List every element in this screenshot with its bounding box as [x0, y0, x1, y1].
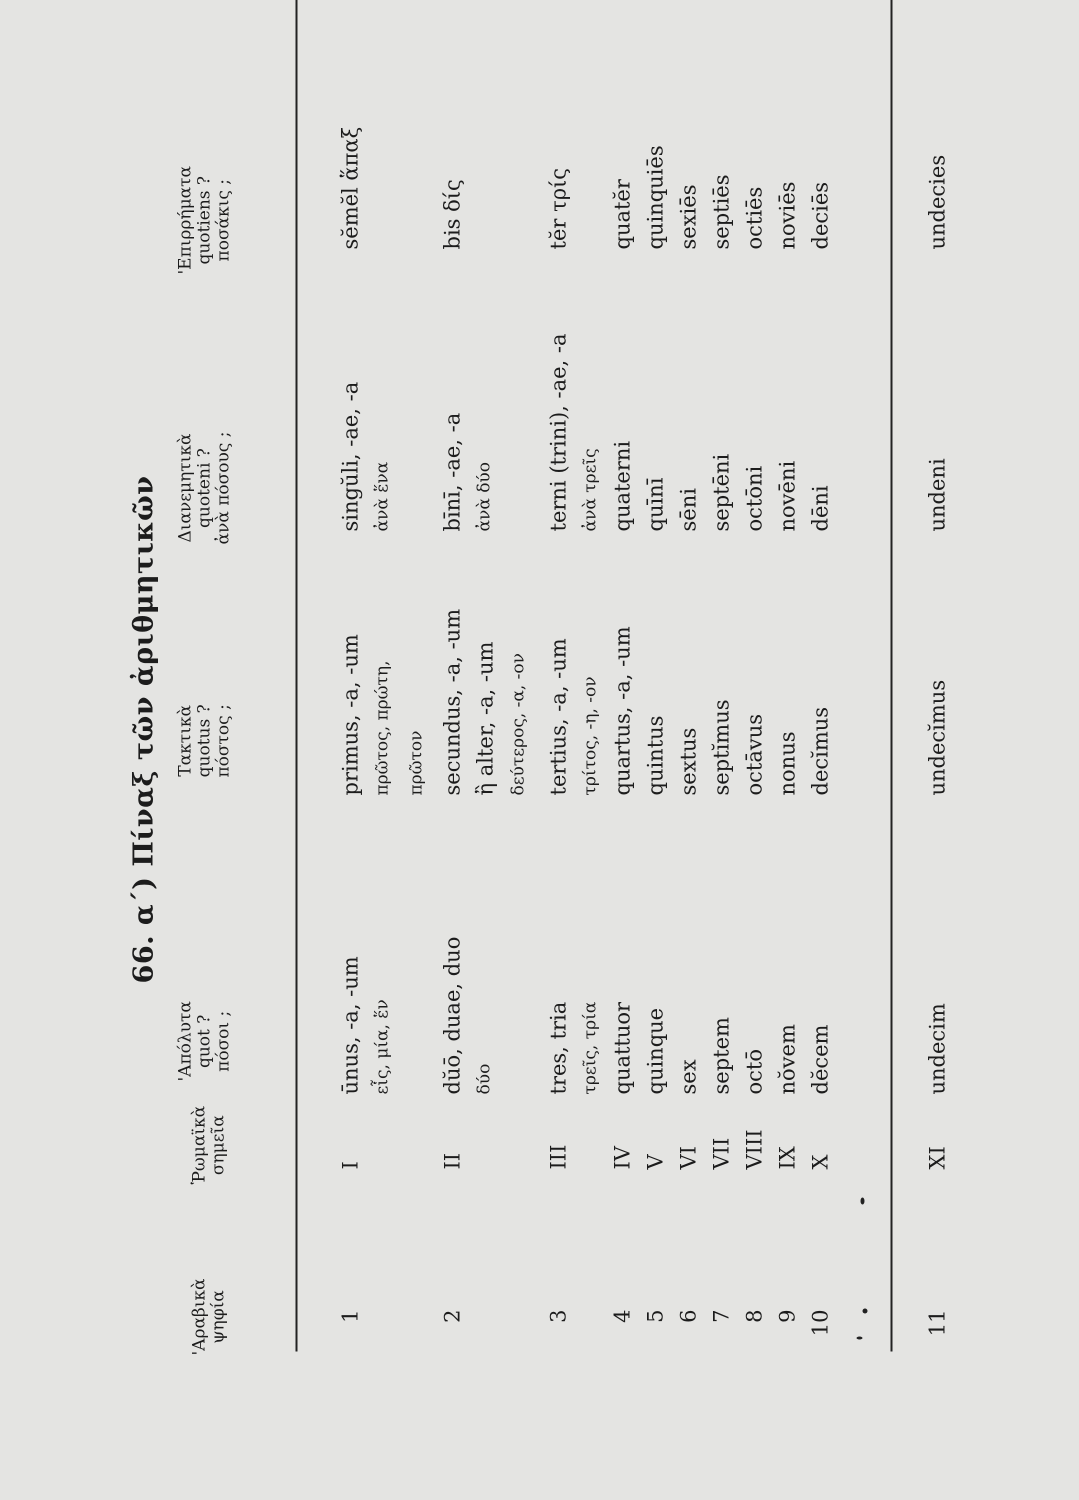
cell-ordinal: octāvus: [742, 713, 767, 796]
header-line: Διανεμητικὰ: [175, 433, 196, 543]
page-title: 66. α΄) Πίναξ τῶν ἀριθμητικῶν: [128, 475, 160, 984]
cell-ordinal: undecĭmus: [925, 679, 950, 796]
cell-cardinal: sex: [676, 1059, 701, 1095]
cell-roman: V: [643, 1154, 668, 1170]
cell-roman: VIII: [742, 1129, 767, 1170]
cell-ordinal: tertius, -a, -um: [546, 638, 571, 796]
header-line: 'Επιρρήματα: [175, 165, 196, 275]
header-line: 'Απόλυτα: [175, 1001, 196, 1082]
cell-ordinal: decĭmus: [808, 706, 833, 796]
cell-adverb: octiēs: [742, 186, 767, 250]
cell-ordinal: sextus: [676, 727, 701, 796]
header-line: quoteni ?: [194, 448, 215, 528]
cell-arabic: 8: [742, 1309, 767, 1323]
cell-arabic: 4: [610, 1309, 635, 1323]
cell-ordinal: quartus, -a, -um: [610, 626, 635, 796]
ink-speck: [863, 1309, 868, 1314]
cell-cardinal-greek: εἷς, μία, ἕν: [372, 999, 393, 1095]
cell-cardinal: tres, tria: [546, 1001, 571, 1095]
cell-ordinal-greek-2: πρῶτον: [406, 730, 427, 796]
cell-cardinal: quinque: [643, 1007, 668, 1095]
cell-roman: IX: [775, 1146, 800, 1170]
cell-arabic: 9: [775, 1309, 800, 1323]
cell-ordinal: septĭmus: [709, 699, 734, 796]
cell-ordinal: secundus, -a, -um: [440, 608, 465, 796]
cell-adverb: bis δίς: [440, 179, 465, 250]
cell-cardinal: dŭō, duae, duo: [440, 936, 465, 1095]
cell-arabic: 2: [440, 1309, 465, 1323]
cell-adverb: sexiēs: [676, 184, 701, 250]
header-ordinal: [177, 704, 234, 777]
cell-adverb: sĕmĕl ἅπαξ: [338, 126, 363, 250]
cell-ordinal-greek: τρίτος, -η, -ον: [580, 676, 601, 796]
cell-roman: VII: [709, 1137, 734, 1170]
header-line: πόσοι ;: [213, 1010, 234, 1072]
cell-roman: XI: [925, 1146, 950, 1170]
cell-cardinal: ūnus, -a, -um: [338, 956, 363, 1095]
cell-distributive: singŭli, -ae, -a: [338, 381, 363, 532]
cell-adverb: noviēs: [775, 181, 800, 250]
cell-cardinal: septem: [709, 1017, 734, 1095]
cell-distributive-greek: ἀνὰ ἕνα: [372, 461, 393, 532]
cell-cardinal: nŏvem: [775, 1024, 800, 1095]
header-line: ψηφία: [208, 1290, 229, 1344]
cell-ordinal-greek: πρῶτος, πρώτη,: [372, 660, 393, 796]
cell-distributive: septēni: [709, 453, 734, 532]
cell-roman: IV: [610, 1146, 635, 1170]
cell-cardinal-greek: τρεῖς, τρία: [580, 1001, 601, 1095]
cell-roman: III: [546, 1144, 571, 1170]
separator-rule: [891, 0, 893, 1352]
cell-roman: I: [338, 1161, 363, 1170]
cell-distributive: dēni: [808, 485, 833, 532]
cell-roman: X: [808, 1154, 833, 1170]
header-line: ποσάκις ;: [213, 179, 234, 262]
ink-speck: [857, 1337, 863, 1340]
rotated-page: [1, 0, 1079, 1500]
cell-distributive: quīnī: [643, 477, 668, 532]
cell-distributive-greek: ἀνὰ τρεῖς: [580, 448, 601, 532]
cell-cardinal: octō: [742, 1049, 767, 1095]
header-line: Τακτικὰ: [175, 705, 196, 777]
cell-roman: II: [440, 1152, 465, 1170]
cell-distributive: quaterni: [610, 440, 635, 532]
cell-ordinal-alt: ἢ alter, -a, -um: [473, 641, 498, 796]
cell-distributive: undeni: [925, 458, 950, 532]
cell-ordinal: primus, -a, -um: [338, 634, 363, 796]
header-line: ἀνὰ πόσους ;: [213, 431, 234, 545]
cell-roman: VI: [676, 1146, 701, 1170]
cell-cardinal-greek: δύο: [474, 1063, 495, 1095]
cell-adverb: quinquiēs: [643, 145, 668, 250]
cell-cardinal: quattuor: [610, 1001, 635, 1095]
cell-arabic: 5: [643, 1309, 668, 1323]
ink-speck: [861, 1198, 865, 1205]
cell-cardinal: undecim: [925, 1003, 950, 1095]
cell-adverb: undecies: [925, 154, 950, 250]
cell-arabic: 3: [546, 1309, 571, 1323]
cell-distributive: bīnī, -ae, -a: [440, 412, 465, 532]
header-arabic: [191, 1278, 229, 1355]
cell-adverb: tĕr τρίς: [546, 167, 571, 250]
cell-ordinal-greek: δεύτερος, -α, -ον: [508, 653, 529, 796]
header-line: quotus ?: [194, 704, 215, 778]
header-roman: [191, 1106, 229, 1185]
header-line: 'Αραβικὰ: [189, 1278, 210, 1356]
cell-ordinal: quintus: [643, 715, 668, 796]
header-line: πόστος ;: [213, 704, 234, 778]
header-line: σημεῖα: [208, 1115, 229, 1176]
cell-arabic: 1: [338, 1309, 363, 1323]
header-rule: [296, 0, 298, 1352]
cell-adverb: septiēs: [709, 174, 734, 250]
header-adverb: [177, 166, 234, 275]
cell-arabic: 10: [808, 1309, 833, 1337]
cell-distributive: octōni: [742, 465, 767, 532]
header-cardinal: [177, 1001, 234, 1081]
cell-adverb: deciēs: [808, 181, 833, 250]
cell-distributive-greek: ἀνὰ δύο: [474, 461, 495, 532]
cell-distributive: sēni: [676, 488, 701, 532]
cell-distributive: terni (trini), -ae, -a: [546, 333, 571, 532]
cell-arabic: 6: [676, 1309, 701, 1323]
cell-arabic: 7: [709, 1309, 734, 1323]
cell-adverb: quatĕr: [610, 179, 635, 250]
cell-ordinal: nonus: [775, 731, 800, 796]
header-line: quot ?: [194, 1014, 215, 1069]
header-line: Ῥωμαϊκὰ: [189, 1105, 210, 1185]
cell-cardinal: dĕcem: [808, 1024, 833, 1095]
header-line: quotiens ?: [194, 175, 215, 265]
cell-arabic: 11: [925, 1309, 950, 1337]
header-distributive: [177, 432, 234, 545]
cell-distributive: novēni: [775, 460, 800, 532]
